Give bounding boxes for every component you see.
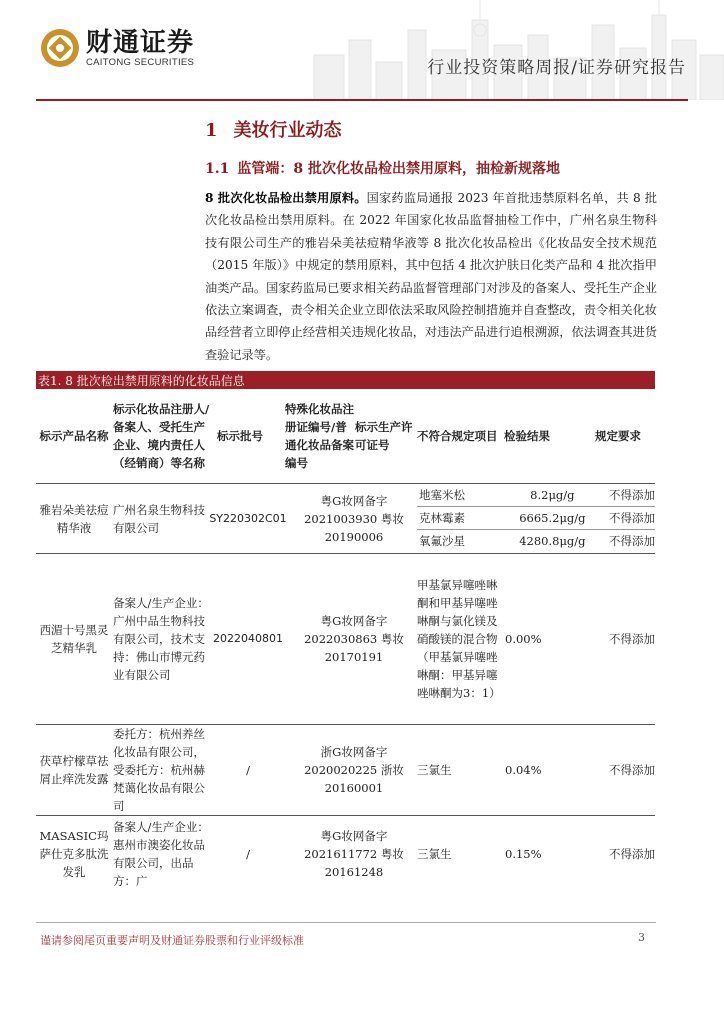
cell-batch: /: [246, 763, 250, 777]
subsection-heading: [205, 158, 560, 178]
cell-license: 粤G妆网备字2022030863: [304, 614, 388, 646]
cell-batch: SY220302C01: [209, 511, 287, 525]
cell-license: 粤G妆网备字2021611772: [304, 829, 388, 861]
header-requirement: 规定要求: [595, 429, 641, 443]
cell-requirement: 不得添加: [609, 847, 655, 861]
cell-batch: 2022040801: [213, 632, 283, 645]
table-row: [36, 816, 655, 892]
logo-english-name: CAITONG SECURITIES: [86, 56, 195, 68]
cell-company: 广州名泉生物科技有限公司: [113, 502, 205, 535]
cell-batch: /: [246, 847, 250, 861]
header-company: 标示化妆品注册人/备案人、受托生产企业、境内责任人（经销商）等名称: [113, 402, 210, 470]
company-logo: [40, 28, 194, 68]
city-skyline-graphic: [304, 0, 724, 100]
header-result: 检验结果: [504, 429, 550, 443]
subsection-title: 监管端：8 批次化妆品检出禁用原料，抽检新规落地: [237, 161, 560, 177]
sub-items: [417, 484, 655, 553]
cell-result: 0.15%: [505, 847, 542, 861]
cell-permit: 粤妆20161248: [324, 847, 404, 879]
cell-product: 西湄十号黑灵芝精华乳: [39, 623, 109, 655]
table-row: [36, 484, 655, 554]
section-number: 1: [205, 120, 218, 141]
cell-permit: 粤妆20190006: [324, 511, 404, 544]
cell-item: 甲基氯异噻唑啉酮和甲基异噻唑啉酮与氯化镁及硝酸镁的混合物（甲基氯异噻唑啉酮：甲基异噻唑啉酮为3：1）: [417, 578, 501, 700]
cell-license-permit: [288, 816, 420, 892]
paragraph-body: 国家药监局通报 2023 年首批违禁原料名单，共 8 批次化妆品检出禁用原料。在 2022 年国家化妆品监督抽检工作中，广州名泉生物科技有限公司生产的雅岩朵美祛痘精华液等 8 批次化妆品检出《化妆品安全技术规范（2015 年版）》中规定的禁用原料，其中包括 4 批次护肤日化类产品和 4 批次指甲油类产品。国家药监局已要求相关药品监督管理部门对涉及的备案人、受托生产企业依法立案调查，责令相关企业立即依法采取风险控制措施并自查整改，责令相关化妆品经营者立即停止经营相关违规化妆品，对违法产品进行追根溯源，依法调查其进货查验记录等。: [205, 191, 657, 362]
cell-company: 备案人/生产企业：广州中品生物科技有限公司，技术支持：佛山市博元药业有限公司: [113, 596, 209, 682]
cell-company: 备案人/生产企业：惠州市澳姿化妆品有限公司，出品方：广: [113, 820, 209, 888]
cell-product: 雅岩朵美祛痘精华液: [39, 502, 109, 535]
section-heading: [205, 116, 342, 142]
cell-permit: 浙妆20160001: [324, 763, 404, 795]
sub-item-row: 地塞米松 8.2μg/g 不得添加: [417, 484, 655, 507]
cell-product: MASASIC玛萨仕克多肽洗发乳: [39, 829, 109, 879]
cell-result: 0.04%: [505, 763, 542, 777]
sub-item-row: 克林霉素 6665.2μg/g 不得添加: [417, 507, 655, 530]
cell-item: 三氯生: [417, 847, 452, 861]
footer-disclaimer: 谨请参阅尾页重要声明及财通证券股票和行业评级标准: [40, 934, 304, 947]
cell-result: 0.00%: [505, 632, 542, 646]
cell-permit: 粤妆20170191: [324, 632, 404, 664]
section-title: 美妆行业动态: [233, 120, 342, 141]
page-header: [0, 0, 724, 100]
cell-requirement: 不得添加: [609, 763, 655, 777]
logo-chinese-name: 财通证券: [86, 27, 195, 58]
header-item: 不符合规定项目: [417, 429, 498, 443]
table-header-row: [36, 389, 655, 484]
body-paragraph: [205, 187, 657, 366]
paragraph-lead: 8 批次化妆品检出禁用原料。: [205, 191, 367, 205]
cell-license-permit: [288, 554, 420, 724]
footer-divider: [36, 922, 656, 923]
sub-item-row: 氧氟沙星 4280.8μg/g 不得添加: [419, 534, 655, 548]
logo-mark-icon: [40, 28, 80, 68]
header-divider: [36, 99, 688, 101]
cell-company: 委托方：杭州养丝化妆品有限公司，受委托方：杭州赫梵蔼化妆品有限公司: [113, 727, 205, 813]
cell-item: 三氯生: [417, 763, 452, 777]
cell-requirement: 不得添加: [609, 632, 655, 646]
header-product: 标示产品名称: [39, 429, 109, 443]
table-title: 表1. 8 批次检出禁用原料的化妆品信息: [38, 374, 245, 388]
table-row: [36, 725, 655, 816]
header-batch: 标示批号: [217, 429, 263, 443]
subsection-number: 1.1: [205, 161, 230, 177]
cell-license: 粤G妆网备字2021003930: [304, 493, 388, 526]
cell-product: 茯草柠檬草祛屑止痒洗发露: [39, 754, 109, 786]
cell-license-permit: [288, 725, 420, 815]
data-table: [36, 389, 655, 892]
report-type-label: 行业投资策略周报/证券研究报告: [427, 58, 686, 78]
cell-license: 浙G妆网备字2020020225: [304, 745, 388, 777]
cell-license-permit: [288, 484, 420, 553]
table-row: [36, 554, 655, 725]
header-license: 特殊化妆品注册证编号/普通化妆品备案编号: [285, 402, 354, 470]
header-permit: 标示生产许可证号: [355, 420, 413, 452]
page-number: 3: [638, 931, 645, 944]
